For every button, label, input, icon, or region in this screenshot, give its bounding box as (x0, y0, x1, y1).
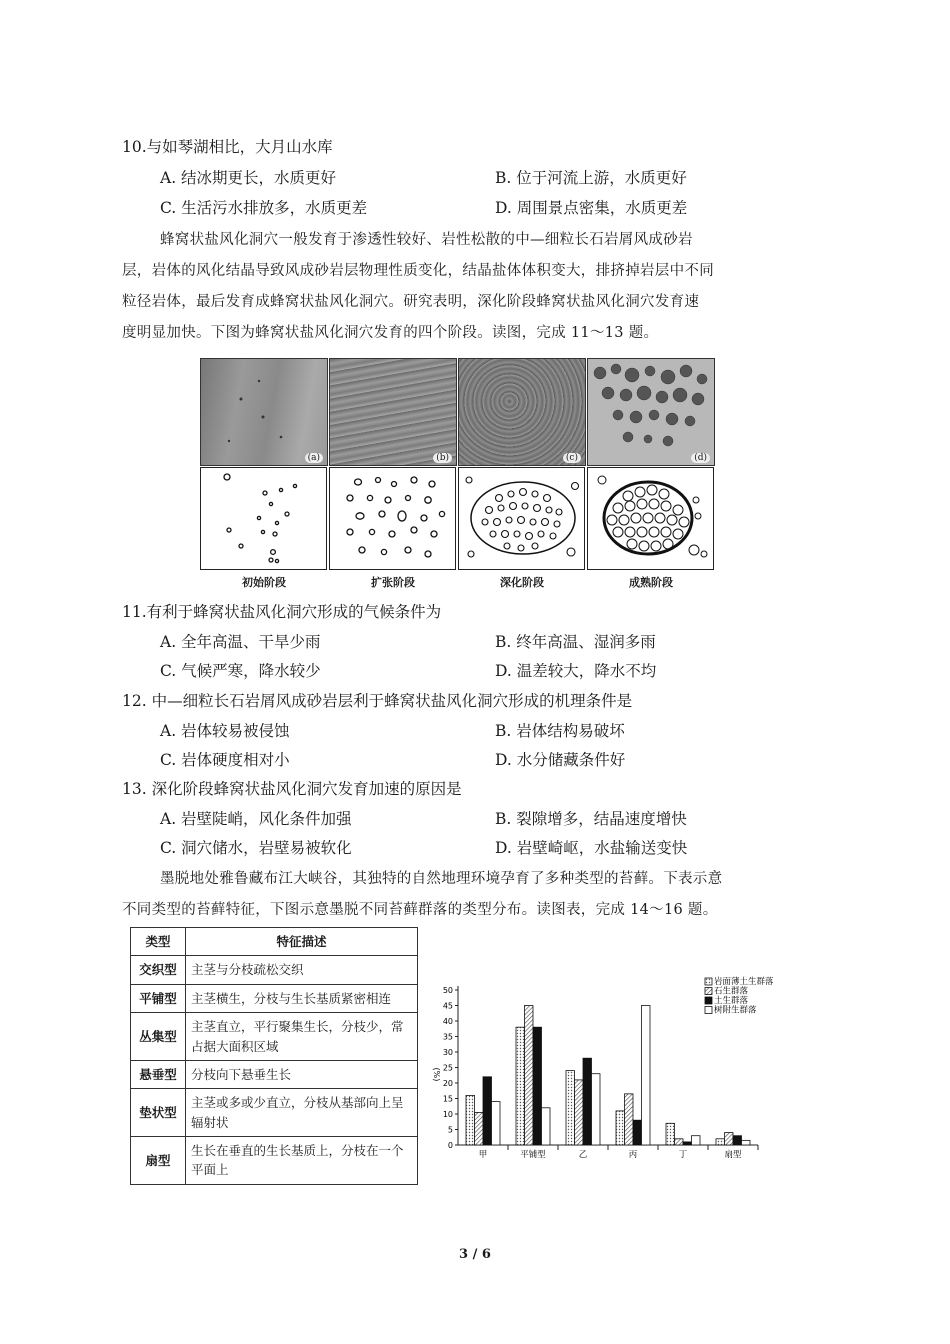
bar (492, 1102, 501, 1145)
q11-option-b: B. 终年高温、湿润多雨 (495, 633, 656, 651)
table-cell-type: 悬垂型 (131, 1060, 186, 1088)
x-tick-label: 甲 (478, 1150, 488, 1160)
table-cell-desc: 主茎直立，平行聚集生长，分枝少，常占据大面积区域 (186, 1013, 418, 1061)
bar (683, 1142, 692, 1145)
bar (475, 1112, 484, 1145)
photo-a-texture (201, 359, 327, 465)
q13-option-c: C. 洞穴储水，岩壁易被软化 (160, 839, 352, 857)
bar (525, 1006, 534, 1146)
sketch-deepening (458, 467, 585, 570)
x-tick-label: 平铺型 (520, 1150, 546, 1160)
q11-option-c: C. 气候严寒，降水较少 (160, 662, 321, 680)
y-tick-label: 45 (442, 1001, 453, 1011)
bar (642, 1006, 651, 1146)
q10-option-a: A. 结冰期更长，水质更好 (160, 169, 337, 187)
table-cell-desc: 主茎或多或少直立，分枝从基部向上呈辐射状 (186, 1089, 418, 1137)
table-row (131, 1089, 418, 1137)
y-tick-label: 0 (447, 1141, 453, 1150)
table-row (131, 956, 418, 984)
q11-option-d: D. 温差较大，降水不均 (495, 662, 657, 680)
moss-community-chart (420, 975, 774, 1170)
table-cell-type: 扇型 (131, 1137, 186, 1185)
legend-swatch (705, 978, 712, 985)
q10-stem: 10.与如琴湖相比，大月山水库 (122, 138, 333, 156)
q12-option-c: C. 岩体硬度相对小 (160, 751, 290, 769)
stage-label-mature: 成熟阶段 (629, 576, 673, 589)
bar (575, 1080, 584, 1145)
sketch-mature (587, 467, 714, 570)
x-tick-label: 丙 (628, 1150, 638, 1160)
stage-label-expansion: 扩张阶段 (371, 576, 415, 589)
table-row (131, 984, 418, 1012)
table-row (131, 1013, 418, 1061)
bar (533, 1027, 542, 1145)
x-tick-label: 扇型 (724, 1150, 742, 1160)
legend-swatch (705, 1007, 712, 1014)
page-number: 3 / 6 (459, 1247, 491, 1262)
intro1-line-3: 粒径岩体，最后发育成蜂窝状盐风化洞穴。研究表明，深化阶段蜂窝状盐风化洞穴发育速 (122, 294, 700, 310)
q12-stem: 12. 中—细粒长石岩屑风成砂岩层利于蜂窝状盐风化洞穴形成的机理条件是 (122, 692, 633, 710)
sketch-deepening-holes (459, 468, 584, 569)
table-cell-type: 平铺型 (131, 984, 186, 1012)
q10-option-d: D. 周围景点密集，水质更差 (495, 199, 688, 217)
legend-swatch (705, 997, 712, 1004)
moss-type-table (130, 927, 418, 1185)
legend-swatch (705, 988, 712, 995)
bar (742, 1140, 751, 1145)
legend-label: 岩面薄土生群落 (714, 977, 774, 987)
y-tick-label: 15 (442, 1094, 453, 1104)
q12-option-b: B. 岩体结构易破坏 (495, 722, 625, 740)
table-row (131, 1137, 418, 1185)
table-cell-type: 交织型 (131, 956, 186, 984)
x-tick-label: 乙 (578, 1150, 588, 1160)
q10-option-c: C. 生活污水排放多，水质更差 (160, 199, 368, 217)
photo-b-tag: (b) (433, 453, 452, 463)
intro1-line-2: 层，岩体的风化结晶导致风成砂岩层物理性质变化，结晶盐体体积变大，排挤掉岩层中不同 (122, 263, 714, 279)
intro2-line-2: 不同类型的苔藓特征，下图示意墨脱不同苔藓群落的类型分布。读图表，完成 14～16 题。 (122, 902, 718, 918)
table-header-row (131, 928, 418, 956)
bar (692, 1136, 701, 1145)
photo-a (200, 358, 328, 466)
y-axis-label: (%) (432, 1067, 441, 1082)
photo-a-tag: (a) (305, 453, 323, 463)
q12-option-a: A. 岩体较易被侵蚀 (160, 722, 290, 740)
bar (633, 1120, 642, 1145)
bar (666, 1123, 675, 1145)
q13-option-b: B. 裂隙增多，结晶速度增快 (495, 810, 687, 828)
q12-option-d: D. 水分储藏条件好 (495, 751, 626, 769)
bar (592, 1074, 601, 1145)
sketch-initial-holes (201, 468, 326, 569)
intro1-line-4: 度明显加快。下图为蜂窝状盐风化洞穴发育的四个阶段。读图，完成 11～13 题。 (122, 325, 659, 341)
bar (516, 1027, 525, 1145)
photo-d (587, 358, 715, 466)
bar (466, 1095, 475, 1145)
y-tick-label: 35 (442, 1032, 453, 1042)
sketch-expansion (329, 467, 456, 570)
sketch-expansion-holes (330, 468, 455, 569)
table-cell-desc: 生长在垂直的生长基质上，分枝在一个平面上 (186, 1137, 418, 1185)
bar (725, 1133, 734, 1145)
bar (733, 1136, 742, 1145)
table-header-desc: 特征描述 (186, 928, 418, 956)
q13-stem: 13. 深化阶段蜂窝状盐风化洞穴发育加速的原因是 (122, 780, 462, 798)
table-row (131, 1060, 418, 1088)
table-cell-desc: 分枝向下悬垂生长 (186, 1060, 418, 1088)
legend-label: 石生群落 (714, 986, 749, 997)
stage-label-initial: 初始阶段 (242, 576, 286, 589)
photo-c (458, 358, 586, 466)
bar (566, 1071, 575, 1145)
bar (616, 1111, 625, 1145)
y-tick-label: 40 (442, 1017, 453, 1026)
bar (483, 1077, 492, 1145)
table-header-type: 类型 (131, 928, 186, 956)
y-tick-label: 5 (447, 1125, 453, 1135)
q11-option-a: A. 全年高温、干旱少雨 (160, 633, 321, 651)
y-tick-label: 50 (442, 986, 453, 995)
photo-d-texture (588, 359, 714, 465)
bar (716, 1139, 725, 1145)
bar (542, 1108, 551, 1145)
table-cell-type: 垫状型 (131, 1089, 186, 1137)
table-cell-type: 丛集型 (131, 1013, 186, 1061)
q13-option-d: D. 岩壁崎岖，水盐输送变快 (495, 839, 688, 857)
sketch-mature-cells (588, 468, 713, 569)
legend-label: 树附生群落 (714, 1005, 757, 1016)
intro1-line-1: 蜂窝状盐风化洞穴一般发育于渗透性较好、岩性松散的中—细粒长石岩屑风成砂岩 (160, 232, 693, 248)
photo-b (329, 358, 457, 466)
legend-label: 土生群落 (714, 996, 749, 1006)
photo-d-tag: (d) (691, 453, 710, 463)
stage-label-deepening: 深化阶段 (500, 576, 544, 589)
sketch-initial (200, 467, 327, 570)
table-cell-desc: 主茎横生，分枝与生长基质紧密相连 (186, 984, 418, 1012)
q11-stem: 11.有利于蜂窝状盐风化洞穴形成的气候条件为 (122, 603, 442, 621)
intro2-line-1: 墨脱地处雅鲁藏布江大峡谷，其独特的自然地理环境孕育了多种类型的苔藓。下表示意 (160, 871, 723, 887)
bar (625, 1094, 634, 1145)
y-tick-label: 10 (442, 1110, 453, 1119)
y-tick-label: 25 (442, 1063, 453, 1073)
table-cell-desc: 主茎与分枝疏松交织 (186, 956, 418, 984)
bar (583, 1058, 592, 1145)
bar (675, 1139, 684, 1145)
y-tick-label: 30 (442, 1048, 453, 1057)
photo-c-tag: (c) (563, 453, 581, 463)
q10-option-b: B. 位于河流上游，水质更好 (495, 169, 687, 187)
q13-option-a: A. 岩壁陡峭，风化条件加强 (160, 810, 352, 828)
x-tick-label: 丁 (678, 1150, 688, 1160)
y-tick-label: 20 (442, 1079, 453, 1088)
